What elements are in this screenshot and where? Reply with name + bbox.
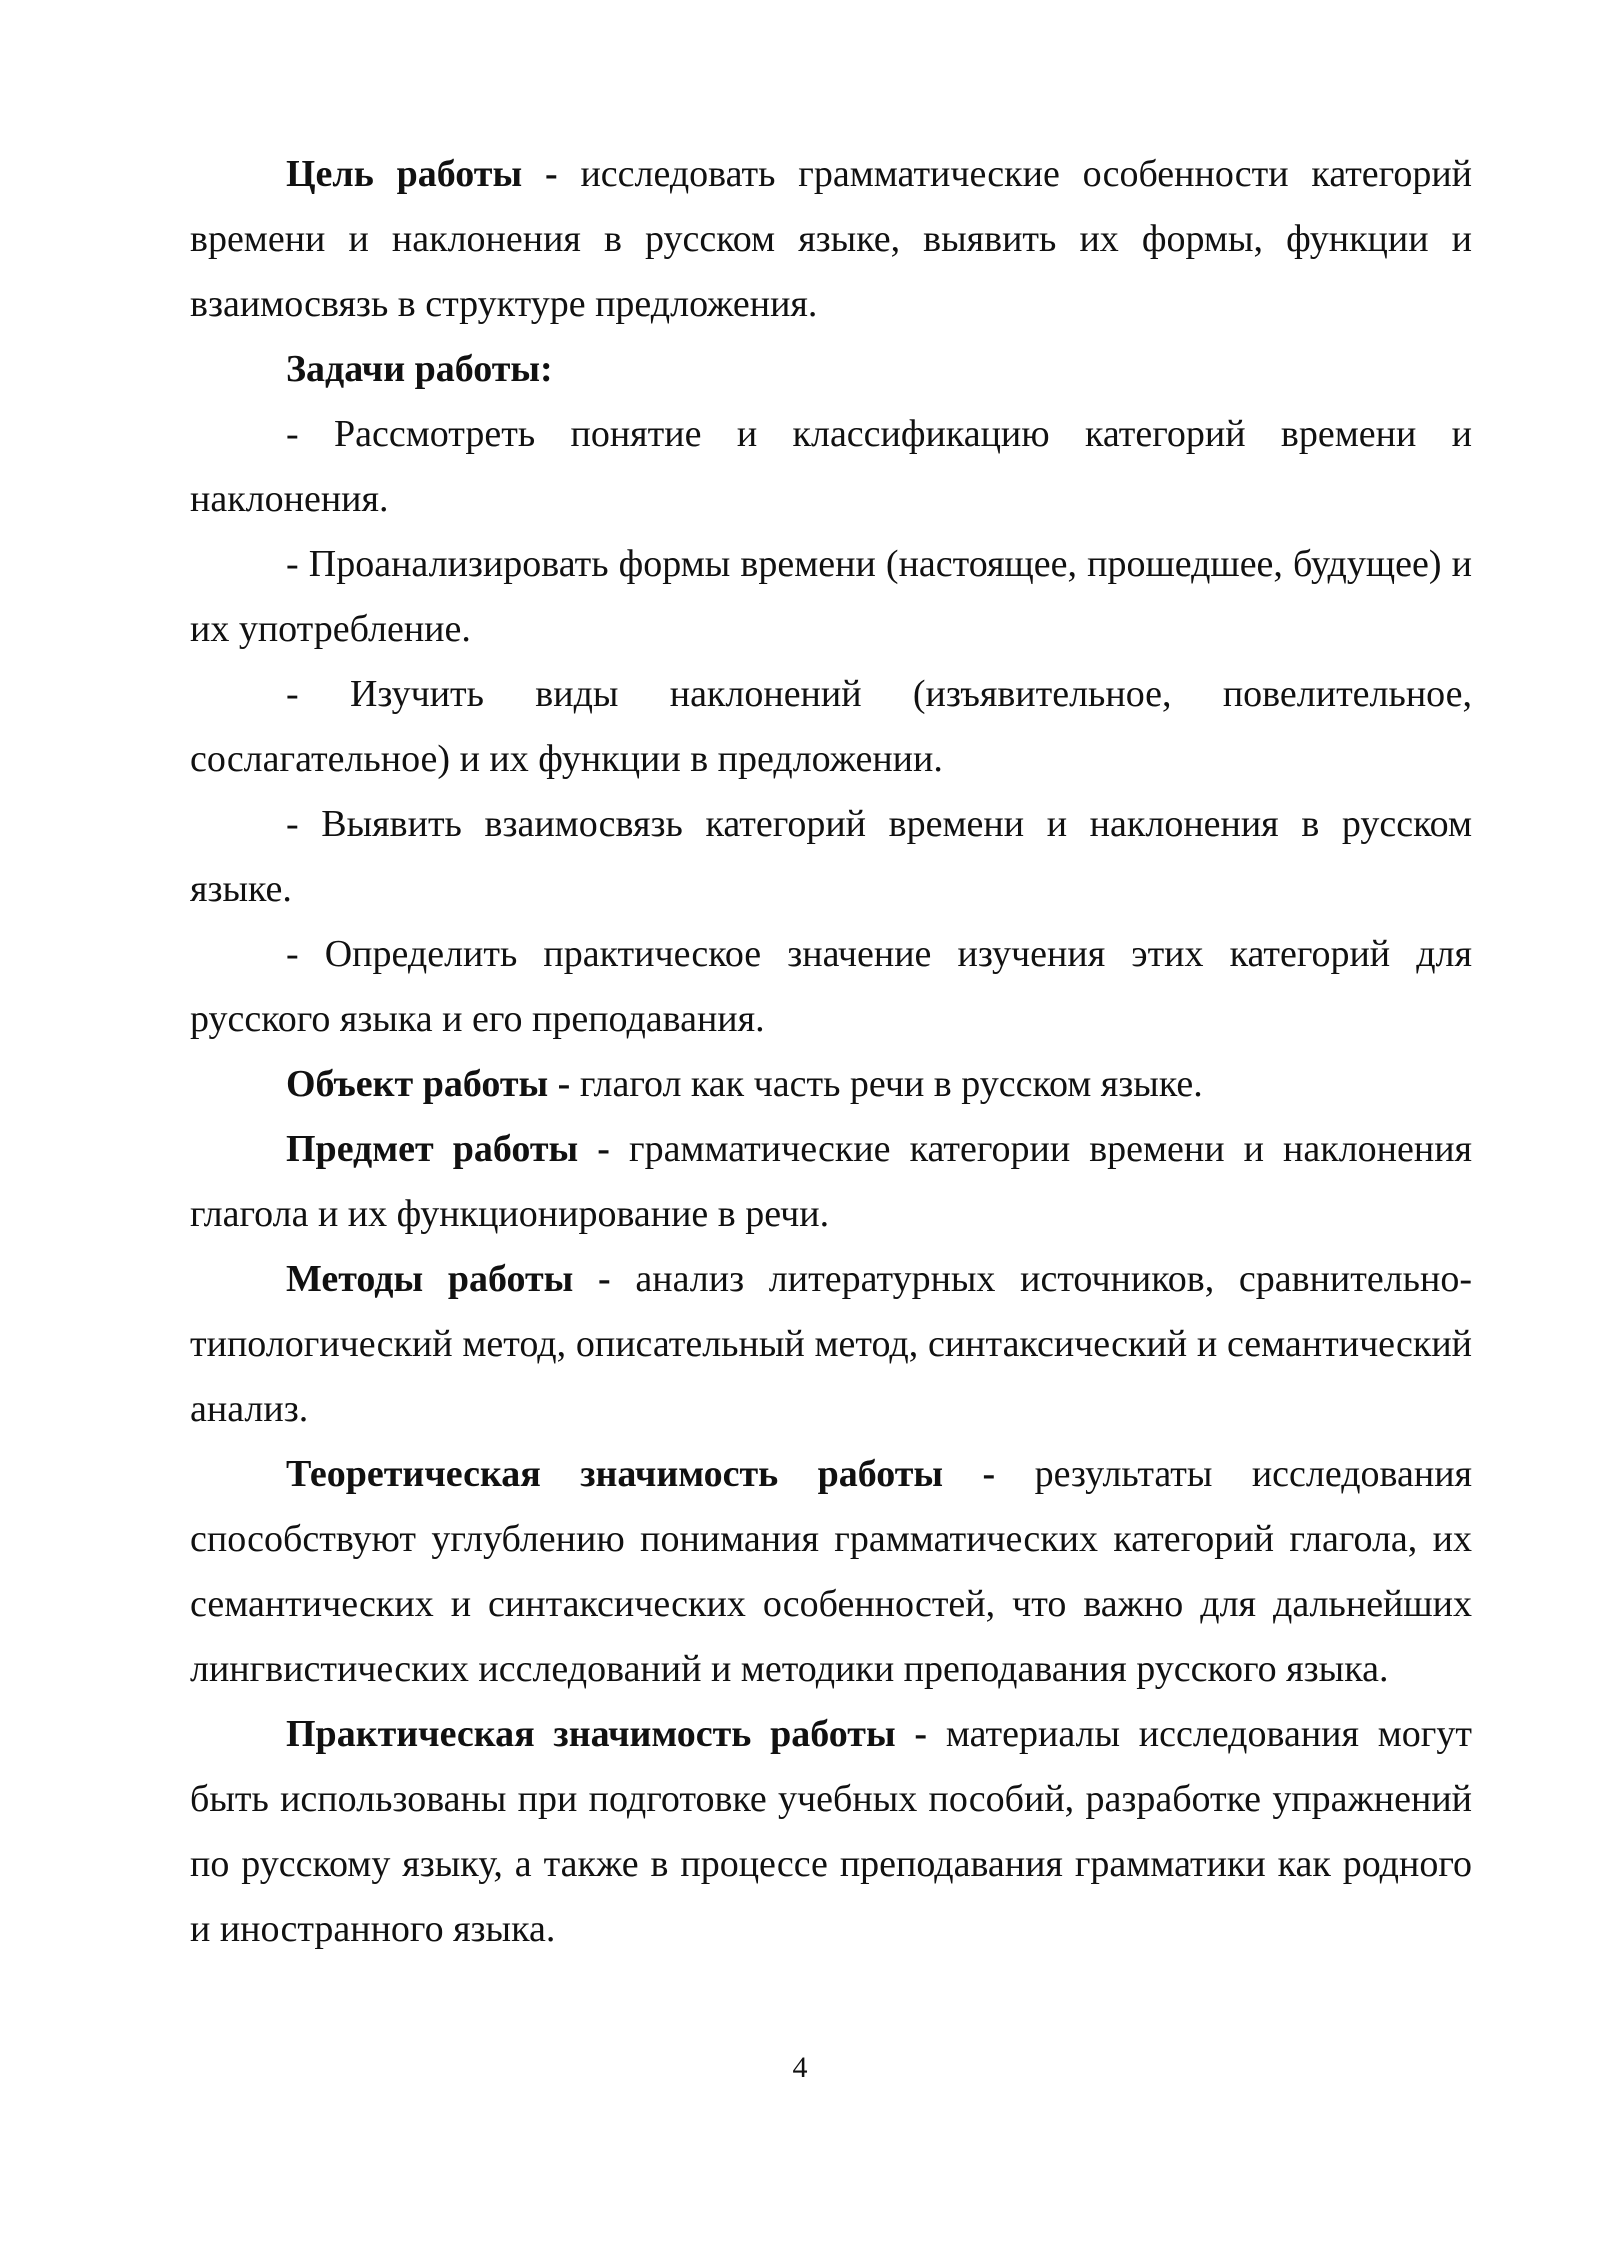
task-item — [190, 792, 1472, 922]
paragraph-heading: Теоретическая значимость работы — [286, 1453, 944, 1495]
paragraph-text: исследовать грамматические особенности категорий времени и наклонения в русском языке, выявить их формы, функции и взаимосвязь в структуре предложения. — [190, 153, 1472, 325]
paragraph-heading: Задачи работы: — [286, 348, 553, 390]
task-item — [190, 922, 1472, 1052]
paragraph-dash: - — [578, 1128, 629, 1170]
task-item — [190, 402, 1472, 532]
paragraph-text: - Изучить виды наклонений (изъявительное, повелительное, сослагательное) и их функции в предложении. — [190, 673, 1472, 780]
paragraph-heading: Цель работы — [286, 153, 523, 195]
paragraph-tasks-heading — [190, 337, 1472, 402]
paragraph-heading: Предмет работы — [286, 1128, 579, 1170]
paragraph-dash: - — [943, 1453, 1035, 1495]
paragraph-dash: - — [548, 1063, 580, 1105]
task-item — [190, 662, 1472, 792]
paragraph-text: анализ литературных источников, сравнительно-типологический метод, описательный метод, синтаксический и семантический анализ. — [190, 1258, 1472, 1430]
paragraph-methods — [190, 1247, 1472, 1442]
task-item — [190, 532, 1472, 662]
paragraph-dash: - — [895, 1713, 946, 1755]
paragraph-text: материалы исследования могут быть использованы при подготовке учебных пособий, разработке упражнений по русскому языку, а также в процессе преподавания грамматики как родного и иностранного языка. — [190, 1713, 1472, 1950]
paragraph-object — [190, 1052, 1472, 1117]
paragraph-dash: - — [573, 1258, 636, 1300]
paragraph-text: - Определить практическое значение изучения этих категорий для русского языка и его преподавания. — [190, 933, 1472, 1040]
paragraph-text: результаты исследования способствуют углублению понимания грамматических категорий глагола, их семантических и синтаксических особенностей, что важно для дальнейших лингвистических исследований и методики преподавания русского языка. — [190, 1453, 1473, 1690]
paragraph-goal — [190, 142, 1472, 337]
page-number: 4 — [792, 2051, 808, 2084]
paragraph-text: - Проанализировать формы времени (настоящее, прошедшее, будущее) и их употребление. — [190, 543, 1472, 650]
paragraph-heading: Практическая значимость работы — [286, 1713, 896, 1755]
paragraph-dash: - — [522, 153, 581, 195]
document-body — [190, 142, 1472, 1962]
paragraph-heading: Методы работы — [286, 1258, 574, 1300]
paragraph-text: - Выявить взаимосвязь категорий времени и наклонения в русском языке. — [190, 803, 1472, 910]
paragraph-practical-significance — [190, 1702, 1472, 1962]
paragraph-theoretical-significance — [190, 1442, 1472, 1702]
paragraph-text: грамматические категории времени и наклонения глагола и их функционирование в речи. — [190, 1128, 1473, 1235]
paragraph-heading: Объект работы — [286, 1063, 549, 1105]
paragraph-text: - Рассмотреть понятие и классификацию категорий времени и наклонения. — [190, 413, 1472, 520]
paragraph-text: глагол как часть речи в русском языке. — [579, 1063, 1203, 1105]
paragraph-subject — [190, 1117, 1472, 1247]
